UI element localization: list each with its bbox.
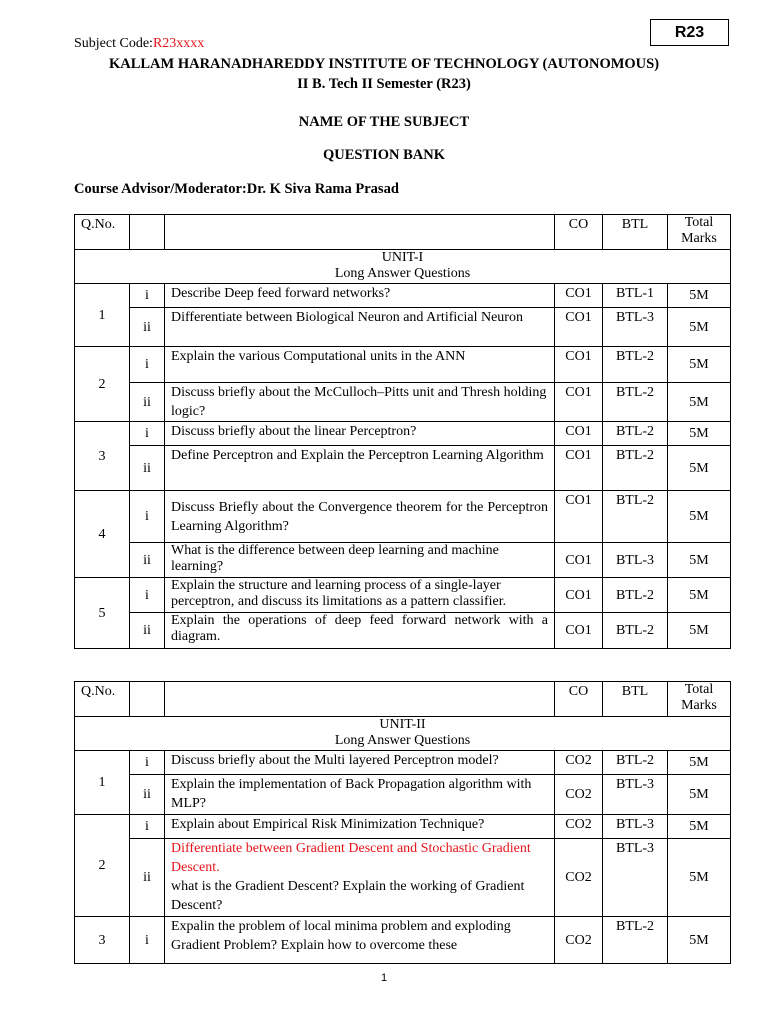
bloom-level: BTL-3 bbox=[603, 775, 668, 815]
table-row bbox=[75, 578, 731, 613]
marks: 5M bbox=[668, 917, 731, 964]
bloom-level: BTL-3 bbox=[603, 543, 668, 578]
course-outcome: CO2 bbox=[555, 751, 603, 775]
col-btl: BTL bbox=[603, 215, 668, 250]
unit-subtitle: Long Answer Questions bbox=[334, 733, 471, 748]
table-row bbox=[75, 917, 731, 964]
bloom-level: BTL-3 bbox=[603, 839, 668, 917]
subject-code-label: Subject Code: bbox=[74, 36, 153, 51]
course-outcome: CO2 bbox=[555, 775, 603, 815]
unit-heading bbox=[75, 250, 731, 284]
table-row bbox=[75, 446, 731, 491]
question-text-main: what is the Gradient Descent? Explain the working of Gradient Descent? bbox=[171, 879, 525, 913]
question-text: Discuss briefly about the McCulloch–Pitts unit and Thresh holding logic? bbox=[165, 383, 555, 422]
document-type: QUESTION BANK bbox=[322, 147, 446, 163]
bloom-level: BTL-2 bbox=[603, 613, 668, 649]
bloom-level: BTL-3 bbox=[603, 815, 668, 839]
sub-question-number: ii bbox=[130, 839, 165, 917]
bloom-level: BTL-2 bbox=[603, 347, 668, 383]
question-number: 1 bbox=[75, 284, 130, 347]
course-outcome: CO1 bbox=[555, 347, 603, 383]
semester-line: II B. Tech II Semester (R23) bbox=[297, 76, 471, 92]
table-row bbox=[75, 383, 731, 422]
question-number: 3 bbox=[75, 422, 130, 491]
question-text: Define Perceptron and Explain the Perceptron Learning Algorithm bbox=[165, 446, 555, 491]
sub-question-number: i bbox=[130, 491, 165, 543]
course-outcome: CO2 bbox=[555, 839, 603, 917]
table-row bbox=[75, 284, 731, 308]
course-outcome: CO1 bbox=[555, 578, 603, 613]
table-header-row bbox=[75, 682, 731, 717]
bloom-level: BTL-2 bbox=[603, 422, 668, 446]
marks: 5M bbox=[668, 422, 731, 446]
question-text: Expalin the problem of local minima problem and exploding Gradient Problem? Explain how to overcome these bbox=[165, 917, 555, 964]
marks: 5M bbox=[668, 308, 731, 347]
bloom-level: BTL-2 bbox=[603, 917, 668, 964]
marks: 5M bbox=[668, 284, 731, 308]
course-outcome: CO1 bbox=[555, 308, 603, 347]
sub-question-number: i bbox=[130, 347, 165, 383]
subject-name: NAME OF THE SUBJECT bbox=[298, 114, 470, 130]
course-advisor: Course Advisor/Moderator:Dr. K Siva Rama Prasad bbox=[74, 181, 399, 197]
table-row bbox=[75, 751, 731, 775]
marks: 5M bbox=[668, 751, 731, 775]
question-text: Describe Deep feed forward networks? bbox=[165, 284, 555, 308]
course-outcome: CO1 bbox=[555, 613, 603, 649]
marks: 5M bbox=[668, 383, 731, 422]
col-total-marks: Total Marks bbox=[668, 682, 731, 717]
table-row bbox=[75, 422, 731, 446]
sub-question-number: ii bbox=[130, 543, 165, 578]
unit-heading-row bbox=[75, 250, 731, 284]
marks: 5M bbox=[668, 347, 731, 383]
col-qno: Q.No. bbox=[75, 682, 130, 717]
unit-heading-row bbox=[75, 717, 731, 751]
question-text: Explain the structure and learning process of a single-layer perceptron, and discuss its limitations as a pattern classifier. bbox=[165, 578, 555, 613]
course-outcome: CO1 bbox=[555, 284, 603, 308]
question-number: 2 bbox=[75, 347, 130, 422]
bloom-level: BTL-2 bbox=[603, 446, 668, 491]
question-number: 5 bbox=[75, 578, 130, 649]
question-text: Differentiate between Biological Neuron and Artificial Neuron bbox=[165, 308, 555, 347]
question-number: 3 bbox=[75, 917, 130, 964]
marks: 5M bbox=[668, 839, 731, 917]
table-row bbox=[75, 543, 731, 578]
sub-question-number: i bbox=[130, 751, 165, 775]
col-total-marks: Total Marks bbox=[668, 215, 731, 250]
unit2-table bbox=[74, 681, 731, 964]
question-text: Explain the various Computational units in the ANN bbox=[165, 347, 555, 383]
col-qno: Q.No. bbox=[75, 215, 130, 250]
question-text: Explain about Empirical Risk Minimization Technique? bbox=[165, 815, 555, 839]
question-number: 2 bbox=[75, 815, 130, 917]
table-row bbox=[75, 775, 731, 815]
course-outcome: CO1 bbox=[555, 422, 603, 446]
bloom-level: BTL-2 bbox=[603, 491, 668, 543]
marks: 5M bbox=[668, 815, 731, 839]
regulation-badge: R23 bbox=[650, 19, 729, 46]
course-outcome: CO1 bbox=[555, 543, 603, 578]
col-co: CO bbox=[555, 682, 603, 717]
table-row bbox=[75, 613, 731, 649]
course-outcome: CO2 bbox=[555, 815, 603, 839]
marks: 5M bbox=[668, 775, 731, 815]
table-header-row bbox=[75, 215, 731, 250]
sub-question-number: i bbox=[130, 815, 165, 839]
subject-code-value: R23xxxx bbox=[152, 36, 205, 51]
sub-question-number: ii bbox=[130, 308, 165, 347]
sub-question-number: ii bbox=[130, 446, 165, 491]
table-row bbox=[75, 347, 731, 383]
bloom-level: BTL-1 bbox=[603, 284, 668, 308]
col-btl: BTL bbox=[603, 682, 668, 717]
sub-question-number: ii bbox=[130, 613, 165, 649]
sub-question-number: i bbox=[130, 917, 165, 964]
course-outcome: CO1 bbox=[555, 446, 603, 491]
table-row bbox=[75, 308, 731, 347]
question-text: Explain the operations of deep feed forward network with a diagram. bbox=[165, 613, 555, 649]
institute-name: KALLAM HARANADHAREDDY INSTITUTE OF TECHNOLOGY (AUTONOMOUS) bbox=[108, 56, 660, 72]
sub-question-number: i bbox=[130, 422, 165, 446]
table-row bbox=[75, 491, 731, 543]
unit-heading bbox=[75, 717, 731, 751]
col-co: CO bbox=[555, 215, 603, 250]
question-text bbox=[165, 839, 555, 917]
marks: 5M bbox=[668, 578, 731, 613]
question-text: What is the difference between deep learning and machine learning? bbox=[165, 543, 555, 578]
unit-title: UNIT-II bbox=[379, 717, 426, 732]
bloom-level: BTL-3 bbox=[603, 308, 668, 347]
course-outcome: CO1 bbox=[555, 383, 603, 422]
bloom-level: BTL-2 bbox=[603, 751, 668, 775]
sub-question-number: ii bbox=[130, 775, 165, 815]
sub-question-number: i bbox=[130, 284, 165, 308]
question-text: Discuss Briefly about the Convergence theorem for the Perceptron Learning Algorithm? bbox=[165, 491, 555, 543]
subject-code bbox=[74, 36, 204, 52]
page-number: 1 bbox=[380, 972, 388, 984]
marks: 5M bbox=[668, 543, 731, 578]
question-number: 4 bbox=[75, 491, 130, 578]
sub-question-number: ii bbox=[130, 383, 165, 422]
marks: 5M bbox=[668, 491, 731, 543]
bloom-level: BTL-2 bbox=[603, 383, 668, 422]
marks: 5M bbox=[668, 613, 731, 649]
unit-title: UNIT-I bbox=[381, 250, 424, 265]
unit1-table bbox=[74, 214, 731, 649]
unit-subtitle: Long Answer Questions bbox=[334, 266, 471, 281]
question-text: Discuss briefly about the linear Perceptron? bbox=[165, 422, 555, 446]
course-outcome: CO2 bbox=[555, 917, 603, 964]
question-text: Discuss briefly about the Multi layered Perceptron model? bbox=[165, 751, 555, 775]
table-row bbox=[75, 839, 731, 917]
bloom-level: BTL-2 bbox=[603, 578, 668, 613]
question-text: Explain the implementation of Back Propagation algorithm with MLP? bbox=[165, 775, 555, 815]
sub-question-number: i bbox=[130, 578, 165, 613]
question-number: 1 bbox=[75, 751, 130, 815]
marks: 5M bbox=[668, 446, 731, 491]
question-text-highlight: Differentiate between Gradient Descent and Stochastic Gradient Descent. bbox=[171, 841, 531, 875]
course-outcome: CO1 bbox=[555, 491, 603, 543]
table-row bbox=[75, 815, 731, 839]
